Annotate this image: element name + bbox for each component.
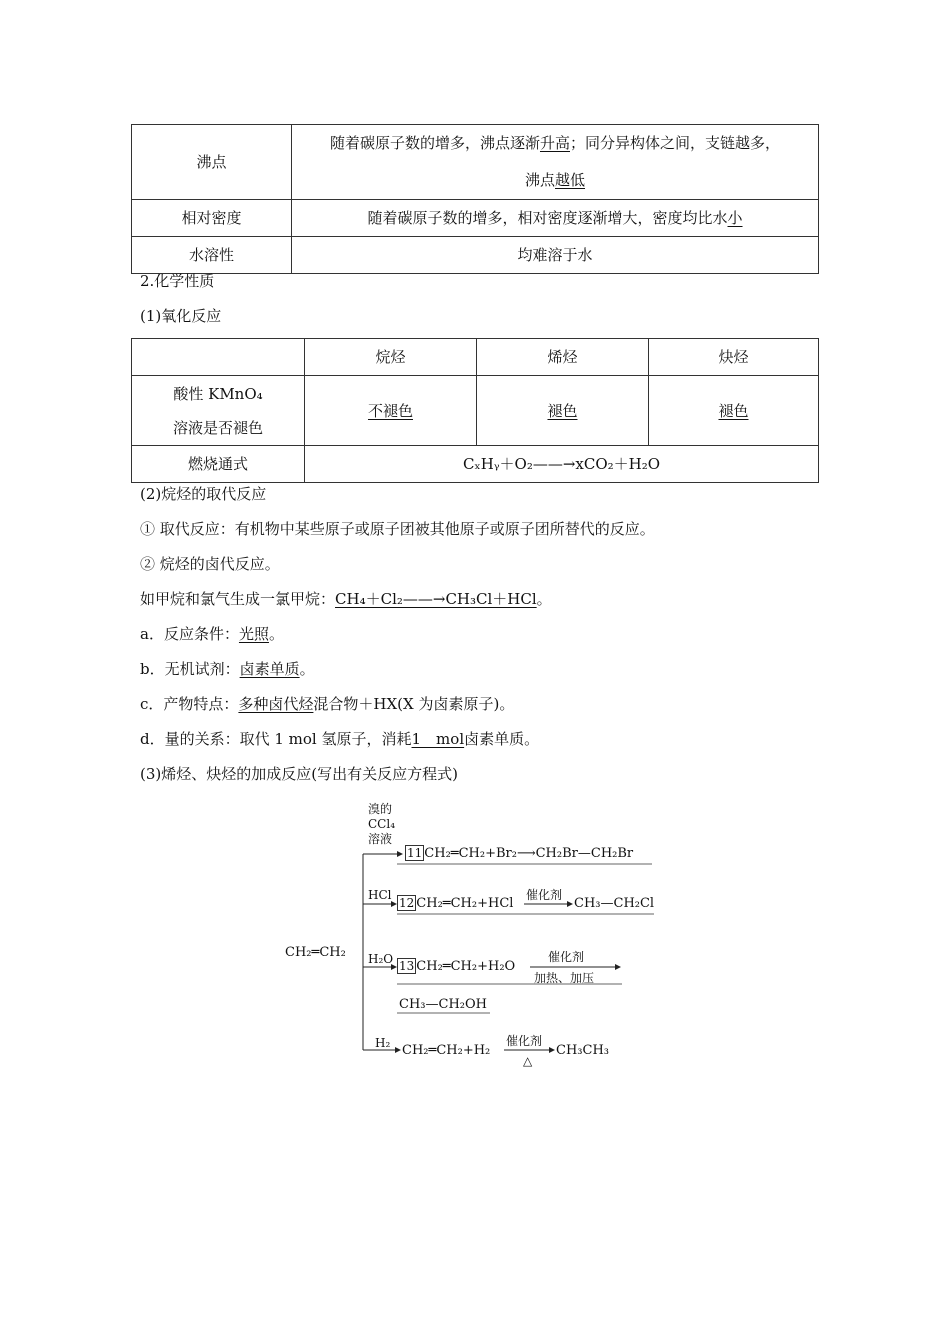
table-row bbox=[132, 376, 819, 446]
text: 溶液是否褪色 bbox=[172, 418, 263, 437]
text: 。 bbox=[536, 590, 552, 608]
condition-label: △ bbox=[523, 1054, 533, 1068]
row-label: 沸点 bbox=[132, 125, 292, 200]
paragraph bbox=[140, 588, 552, 610]
list-item bbox=[140, 693, 514, 715]
text: 沸点 bbox=[524, 171, 555, 189]
answer: 越低 bbox=[555, 171, 586, 189]
equation-13 bbox=[397, 959, 515, 974]
list-item bbox=[140, 658, 315, 680]
text: 溶液 bbox=[368, 832, 393, 846]
equation: CH₂═CH₂+HCl bbox=[416, 896, 514, 911]
reagent-label: HCl bbox=[368, 888, 392, 902]
column-header: 烷烃 bbox=[305, 339, 477, 376]
row-value: 均难溶于水 bbox=[292, 237, 819, 274]
text: 卤素单质。 bbox=[464, 730, 540, 748]
section-heading: 2.化学性质 bbox=[140, 272, 215, 290]
text: 随着碳原子数的增多，沸点逐渐 bbox=[329, 134, 540, 152]
answer: CH₄＋Cl₂——→CH₃Cl＋HCl bbox=[335, 590, 537, 608]
text: 混合物＋HX(X 为卤素原子)。 bbox=[313, 695, 515, 713]
reagent-label: H₂ bbox=[375, 1036, 391, 1050]
table-row bbox=[132, 200, 819, 237]
text: ；同分异构体之间，支链越多， bbox=[570, 134, 781, 152]
column-header: 炔烃 bbox=[649, 339, 819, 376]
text: d．量的关系：取代 1 mol 氢原子，消耗 bbox=[140, 730, 412, 748]
list-item bbox=[140, 623, 284, 645]
row-label bbox=[132, 376, 305, 446]
empty-cell bbox=[132, 339, 305, 376]
answer-cell bbox=[477, 376, 649, 446]
text: a．反应条件： bbox=[140, 625, 239, 643]
blank-number: 13 bbox=[399, 959, 415, 973]
catalyst-label: 催化剂 bbox=[548, 950, 585, 964]
catalyst-label: 催化剂 bbox=[506, 1034, 543, 1048]
blank-number: 12 bbox=[399, 896, 415, 910]
paragraph: ① 取代反应：有机物中某些原子或原子团被其他原子或原子团所替代的反应。 bbox=[140, 520, 655, 538]
row-value bbox=[292, 125, 819, 200]
answer: 褪色 bbox=[547, 401, 578, 420]
answer: 升高 bbox=[539, 134, 570, 152]
combustion-formula: CₓHᵧ＋O₂——→xCO₂＋H₂O bbox=[305, 446, 819, 483]
equation: CH₂═CH₂+H₂O bbox=[416, 959, 516, 974]
table-row bbox=[132, 446, 819, 483]
reagent-label: H₂O bbox=[368, 952, 394, 966]
answer-cell bbox=[649, 376, 819, 446]
answer: 小 bbox=[727, 209, 743, 227]
text: 。 bbox=[268, 625, 284, 643]
answer: 卤素单质 bbox=[239, 660, 300, 678]
row-label: 水溶性 bbox=[132, 237, 292, 274]
answer: 不褪色 bbox=[367, 401, 413, 420]
product: CH₃—CH₂OH bbox=[399, 997, 487, 1012]
paragraph: ② 烷烃的卤代反应。 bbox=[140, 555, 280, 573]
oxidation-table bbox=[131, 338, 819, 483]
text: c．产物特点： bbox=[140, 695, 239, 713]
blank-number: 11 bbox=[407, 846, 423, 860]
product: CH₃CH₃ bbox=[556, 1043, 609, 1058]
list-item bbox=[140, 728, 539, 750]
equation: CH₂═CH₂+Br₂⟶CH₂Br—CH₂Br bbox=[424, 846, 634, 861]
answer: 光照 bbox=[238, 625, 269, 643]
answer: 1 mol bbox=[411, 730, 465, 748]
sub-heading: (2)烷烃的取代反应 bbox=[140, 485, 267, 503]
addition-reaction-diagram bbox=[280, 800, 680, 1070]
equation-h2: CH₂═CH₂+H₂ bbox=[402, 1043, 491, 1058]
equation-12 bbox=[397, 896, 513, 911]
text: b．无机试剂： bbox=[140, 660, 240, 678]
ethylene-root: CH₂═CH₂ bbox=[285, 945, 346, 960]
row-label: 燃烧通式 bbox=[132, 446, 305, 483]
equation-11 bbox=[405, 846, 633, 861]
text: 酸性 KMnO₄ bbox=[173, 384, 263, 403]
column-header: 烯烃 bbox=[477, 339, 649, 376]
row-value bbox=[292, 200, 819, 237]
product: CH₃—CH₂Cl bbox=[574, 896, 655, 911]
text: 随着碳原子数的增多，相对密度逐渐增大，密度均比水 bbox=[367, 209, 728, 227]
row-label: 相对密度 bbox=[132, 200, 292, 237]
table-row bbox=[132, 125, 819, 200]
reagent-label bbox=[368, 802, 395, 847]
text: 如甲烷和氯气生成一氯甲烷： bbox=[140, 590, 336, 608]
sub-heading: (3)烯烃、炔烃的加成反应(写出有关反应方程式) bbox=[140, 765, 458, 783]
catalyst-label: 催化剂 bbox=[526, 888, 563, 902]
text: 溴的 bbox=[368, 802, 393, 816]
answer: 褪色 bbox=[718, 401, 749, 420]
table-row bbox=[132, 237, 819, 274]
text: 。 bbox=[299, 660, 315, 678]
diagram-lines bbox=[280, 800, 680, 1070]
condition-label: 加热、加压 bbox=[534, 971, 595, 985]
answer-cell bbox=[305, 376, 477, 446]
text: CCl₄ bbox=[368, 817, 396, 831]
answer: 多种卤代烃 bbox=[238, 695, 314, 713]
table-header-row bbox=[132, 339, 819, 376]
physical-properties-table bbox=[131, 124, 819, 274]
sub-heading: (1)氧化反应 bbox=[140, 307, 222, 325]
